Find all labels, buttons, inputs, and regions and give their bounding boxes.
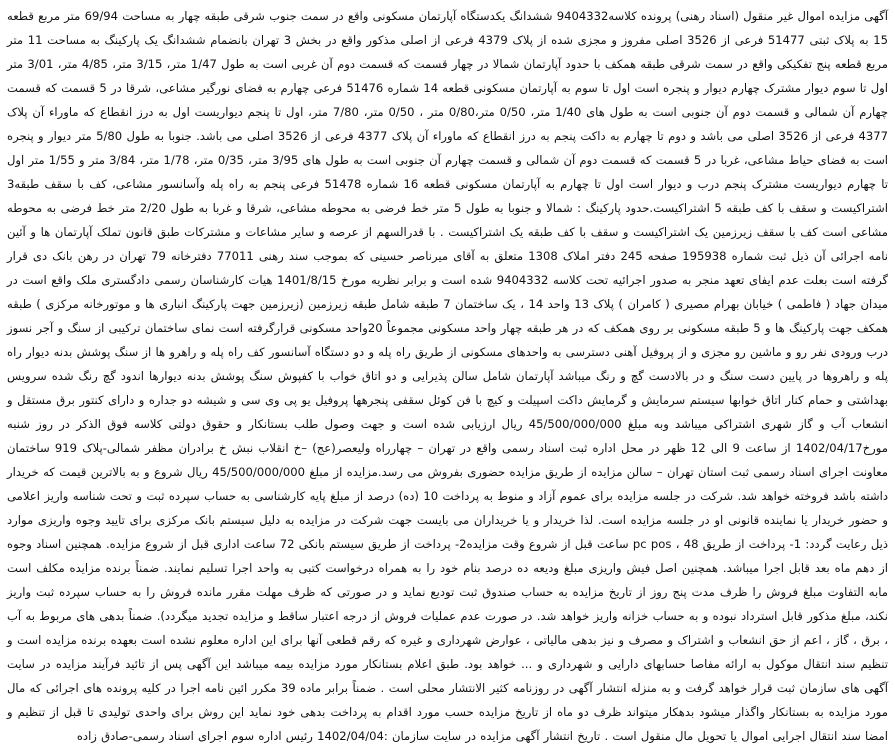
auction-notice-body: آگهی مزایده اموال غیر منقول (اسناد رهنی) پرونده کلاسه9404332 ششدانگ یکدستگاه آپارتمان مسکونی واقع در سمت جنوب شرقی طبقه چهار به مساحت 69/94 متر مربع قطعه 15 به پلاک ثبتی 51477 فرعی از 3526 اصلی مفروز و مجزی شده از پلاک 4379 فرعی از اصلی مذکور واقع در بخش 3 تهران بانضمام ششدانگ یک پارکینگ به مساحت 11 متر مربع قطعه پنج تفکیکی واقع در سمت شرقی طبقه همکف با حدود آپارتمان شمالا در چهار قسمت که قسمت دوم آن غربی است به طول 1/47 متر، 3/15 متر، 4/85 متر، 3/01 متر اول تا سوم دیوار مشترک چهارم دیوار و پنجره است اول تا سوم به آپارتمان مسکونی قطعه 14 شماره 51476 فرعی چهارم به فضای نورگیر مشاعی، شرقا در 5 قسمت که قسمت چهارم آن شمالی و قسمت دوم آن جنوبی است به طول های 1/40 متر، 0/50 متر،0/80 متر ، 0/50 متر، 7/80 متر، اول تا پنجم دیواریست اول به درز انقطاع که ماوراء آن پلاک 4377 فرعی از 3526 اصلی می باشد و دوم تا چهارم به داکت پنجم به درز انقطاع که ماوراء آن پلاک 4377 فرعی از 3526 اصلی می باشد. جنوبا به طول 5/80 متر دیوار و پنجره است به فضای حیاط مشاعی، غربا در 5 قسمت که قسمت دوم آن شمالی و قسمت چهارم آن جنوبی است به طول های 3/95 متر، 0/35 متر، 1/78 متر، 3/84 متر و 1/55 متر اول تا چهارم دیواریست مشترک پنجم درب و دیوار است اول تا چهارم به آپارتمان مسکونی قطعه 16 شماره 51478 فرعی پنجم به راه پله وآسانسور مشاعی، کف با سقف طبقه3 اشتراکیست و سقف با کف طبقه 5 اشتراکیست.حدود پارکینگ : شمالا و جنوبا به طول 5 متر خط فرضی به محوطه مشاعی، شرقا و غربا به طول 2/20 متر خط فرضی به محوطه مشاعی است کف با سقف زیرزمین یک اشتراکیست و سقف با کف طبقه یک اشتراکیست . با قدرالسهم از عرصه و سایر مشاعات و مشترکات طبق قانون تملک آپارتمان ها و آئین نامه اجرائی آن ذیل ثبت شماره 195938 صفحه 245 دفتر املاک 1308 متعلق به آقای میرناصر حسینی که بموجب سند رهنی 77011 دفترخانه 79 تهران در رهن بانک دی قرار گرفته است بعلت عدم ایفای تعهد منجر به صدور اجرائیه تحت کلاسه 9404332 شده است و برابر نظریه مورخ 1401/8/15 هیات کارشناسان رسمی دادگستری ملک واقع است در میدان جهاد ( فاطمی ) خیابان بهرام مصیری ( کامران ) پلاک 13 واحد 14 ، یک ساختمان 7 طبقه شامل طبقه زیرزمین (زیرزمین جهت پارکینگ انباری ها و موتورخانه مرکزی ) طبقه همکف جهت پارکینگ ها و 5 طبقه مسکونی بر روی همکف که در هر طبقه چهار واحد مسکونی مجموعاً 20واحد مسکونی قرارگرفته است نمای ساختمان ترکیبی از سنگ و آجر نسوز درب ورودی نفر رو و ماشین رو مجزی و از پروفیل آهنی دسترسی به واحدهای مسکونی از طریق راه پله و دو دستگاه آسانسور کف راه پله و راهرو ها از سنگ پوشش بدنه دیوار راه پله و راهروها در پایین دست سنگ و در بالادست گچ و رنگ میباشد آپارتمان شامل سالن پذیرایی و دو اتاق خواب با کفپوش سنگ پوشش بدنه دیوارها اندود گچ رنگ شده سرویس بهداشتی و حمام کنار اتاق خوابها سیستم سرمایش و گرمایش داکت اسپیلت و کیچ با فن کوئل سقفی پنجرهها پروفیل یو پی وی سی و شیشه دو جداره و دارای کنتور برق مستقل و انشعاب آب و گاز شهری اشتراکی میباشد وبه مبلغ 45/500/000/000 ریال ارزیابی شده است و جهت وصول طلب بستانکار و حقوق دولتی کلاسه فوق الذکر در روز شنبه مورخ1402/04/17 از ساعت 9 الی 12 ظهر در محل اداره ثبت اسناد رسمی واقع در تهران – چهارراه ولیعصر(عج) –خ انقلاب نبش خ برادران مظفر شمالی-پلاک 919 ساختمان معاونت اجرای اسناد رسمی ثبت استان تهران – سالن مزایده از طریق مزایده حضوری بفروش می رسد.مزایده از مبلغ 45/500/000/000 ریال شروع و به بالاترین قیمت که خریدار داشته باشد فروخته خواهد شد. شرکت در جلسه مزایده برای عموم آزاد و منوط به پرداخت 10 (ده) درصد از مبلغ پایه کارشناسی به حساب سپرده ثبت و تحت شناسه واریز اعلامی و حضور خریدار یا نماینده قانونی او در جلسه مزایده است. لذا خریدار و یا خریداران می بایست جهت شرکت در مزایده به دلیل سیستم بانک مرکزی برای تایید وجوه واریزی موارد ذیل رعایت گردد: 1- پرداخت از طریق pc pos ، 48 ساعت قبل از شروع وقت مزایده2- پرداخت از طریق سیستم بانکی 72 ساعت اداری قبل از شروع مزایده. همچنین اسناد وجوه از دهم ماه بعد قابل اجرا میباشد. همچنین اصل فیش واریزی مبلغ ودیعه ده درصد بنام خود را به همراه درخواست کتبی به واحد اجرا تسلیم نمایند. ضمناً برنده مزایده مکلف است مابه التفاوت مبلغ فروش را ظرف مدت پنج روز از تاریخ مزایده به حساب صندوق ثبت تودیع نماید و در صورتی که ظرف مهلت مقرر مانده فروش را به حساب سپرده ثبت واریز نکند، مبلغ مذکور قابل استرداد نبوده و به حساب خزانه واریز خواهد شد. در صورت عدم عملیات فروش از درجه اعتبار ساقط و مزایده تجدید میگردد). ضمناً بدهی های مربوط به آب ، برق ، گاز ، اعم از حق انشعاب و اشتراک و مصرف و نیز بدهی مالیاتی ، عوارض شهرداری و غیره که رقم قطعی آنها برای این اداره معلوم نشده است بعهده برنده مزایده است و تنظیم سند انتقال موکول به ارائه مفاصا حسابهای دارایی و شهرداری و ... خواهد بود. طبق اعلام بستانکار مورد مزایده بیمه میباشد این آگهی پس از تائید فرآیند مزایده در سایت آگهی های سازمان ثبت قرار خواهد گرفت و به منزله انتشار آگهی در روزنامه کثیر الانتشار محلی است . ضمناً برابر ماده 39 مکرر ائین نامه اجرا در کلیه پرونده های اجرائی که مال مورد مزایده به بستانکار واگذار میشود بدهکار میتواند ظرف دو ماه از تاریخ مزایده حسب مورد اقدام به پرداخت بدهی خود نماید این روش برای واحدی تولیدی تا قبل از تنظیم و امضا سند انتقال اجرایی اموال یا تحویل مال منقول است . تاریخ انتشار آگهی مزایده در سایت سازمان :1402/04/04 رئیس اداره سوم اجرای اسناد رسمی-صادق زاده bbox=[7, 9, 889, 743]
